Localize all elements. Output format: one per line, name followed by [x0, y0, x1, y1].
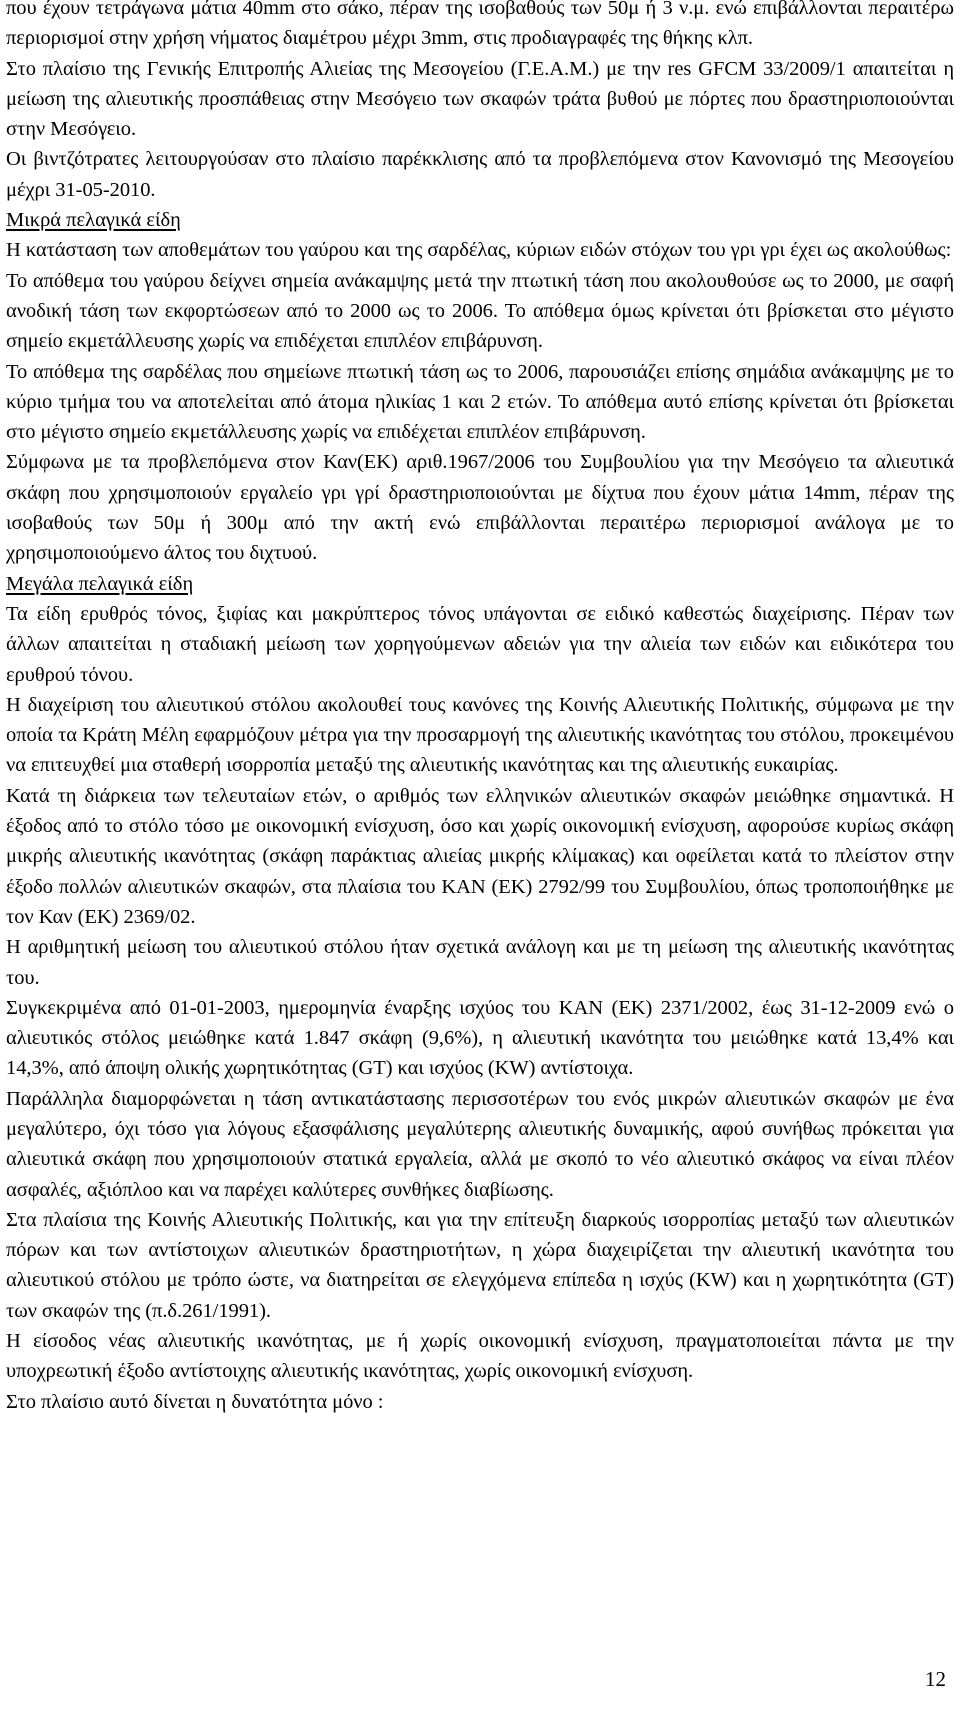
- page-number: 12: [925, 1667, 946, 1691]
- document-page: [6, 0, 954, 1417]
- paragraph-possibility: Στο πλαίσιο αυτό δίνεται η δυνατότητα μόνο :: [6, 1390, 384, 1413]
- paragraph-regulation-1967: Σύμφωνα με τα προβλεπόμενα στον Καν(ΕΚ) αριθ.1967/2006 του Συμβουλίου για την Μεσόγειο τα αλιευτικά σκάφη που χρησιμοποιούν εργαλείο γρι γρί δραστηριοποιούνται με δίχτυα που έχουν μάτια 14mm, πέραν της ισοβαθούς των 50μ ή 300μ από την ακτή ενώ επιβάλλονται περαιτέρω περιορισμοί ανάλογα με το χρησιμοποιούμενο άλτος του διχτυού.: [6, 451, 954, 565]
- paragraph-gfcm: Στο πλαίσιο της Γενικής Επιτροπής Αλιείας της Μεσογείου (Γ.Ε.Α.Μ.) με την res GFCM 33/2009/1 απαιτείται η μείωση της αλιευτικής προσπάθειας στην Μεσόγειο των σκαφών τράτα βυθού με πόρτες που δραστηριοποιούνται στην Μεσόγειο.: [6, 57, 954, 141]
- paragraph-mesh-size: που έχουν τετράγωνα μάτια 40mm στο σάκο, πέραν της ισοβαθούς των 50μ ή 3 ν.μ. ενώ επιβάλλονται περαιτέρω περιορισμοί στην χρήση νήματος διαμέτρου μέχρι 3mm, στις προδιαγραφές της θήκης κλπ.: [6, 0, 954, 50]
- heading-small-pelagic: Μικρά πελαγικά είδη: [6, 209, 181, 232]
- paragraph-capacity-reduction: Η αριθμητική μείωση του αλιευτικού στόλου ήταν σχετικά ανάλογη και με τη μείωση της αλιευτικής ικανότητας του.: [6, 936, 954, 989]
- paragraph-seine-derogation: Οι βιντζότρατες λειτουργούσαν στο πλαίσιο παρέκκλισης από τα προβλεπόμενα στον Κανονισμό της Μεσογείου μέχρι 31-05-2010.: [6, 148, 954, 201]
- paragraph-stock-status: Η κατάσταση των αποθεμάτων του γαύρου και της σαρδέλας, κύριων ειδών στόχων του γρι γρι έχει ως ακολούθως:: [6, 239, 952, 262]
- paragraph-fleet-reduction: Κατά τη διάρκεια των τελευταίων ετών, ο αριθμός των ελληνικών αλιευτικών σκαφών μειώθηκε σημαντικά. Η έξοδος από το στόλο τόσο με οικονομική ενίσχυση, όσο και χωρίς οικονομική ενίσχυση, αφορούσε κυρίως σκάφη μικρής αλιευτικής ικανότητας (σκάφη παράκτιας αλιείας μικρής κλίμακας) και οφείλεται κατά το πλείστον στην έξοδο πολλών αλιευτικών σκαφών, στα πλαίσια του ΚΑΝ (ΕΚ) 2792/99 του Συμβουλίου, όπως τροποποιήθηκε με τον Καν (ΕΚ) 2369/02.: [6, 784, 954, 928]
- paragraph-capacity-balance: Στα πλαίσια της Κοινής Αλιευτικής Πολιτικής, και για την επίτευξη διαρκούς ισορροπίας μεταξύ των αλιευτικών πόρων και των αντίστοιχων αλιευτικών δραστηριοτήτων, η χώρα διαχειρίζεται την αλιευτική ικανότητα του αλιευτικού στόλου με τρόπο ώστε, να διατηρείται σε ελεγχόμενα επίπεδα η ισχύς (KW) και η χωρητικότητα (GT) των σκαφών της (π.δ.261/1991).: [6, 1208, 954, 1322]
- heading-large-pelagic: Μεγάλα πελαγικά είδη: [6, 572, 194, 595]
- paragraph-sardine-stock: Το απόθεμα της σαρδέλας που σημείωνε πτωτική τάση ως το 2006, παρουσιάζει επίσης σημάδια ανάκαμψης με το κύριο τμήμα του να αποτελείται από άτομα ηλικίας 1 και 2 ετών. Το απόθεμα αυτό επίσης κρίνεται ότι βρίσκεται στο μέγιστο σημείο εκμετάλλευσης χωρίς να επιδέχεται επιπλέον επιβάρυνση.: [6, 360, 954, 444]
- paragraph-fleet-management: Η διαχείριση του αλιευτικού στόλου ακολουθεί τους κανόνες της Κοινής Αλιευτικής Πολιτικής, σύμφωνα με την οποία τα Κράτη Μέλη εφαρμόζουν μέτρα για την προσαρμογή της αλιευτικής ικανότητας του στόλου, προκειμένου να επιτευχθεί μια σταθερή ισορροπία μεταξύ της αλιευτικής ικανότητας και της αλιευτικής ευκαιρίας.: [6, 693, 954, 777]
- paragraph-new-capacity: Η είσοδος νέας αλιευτικής ικανότητας, με ή χωρίς οικονομική ενίσχυση, πραγματοποιείται πάντα με την υποχρεωτική έξοδο αντίστοιχης αλιευτικής ικανότητας, χωρίς οικονομική ενίσχυση.: [6, 1330, 954, 1383]
- paragraph-fleet-statistics: Συγκεκριμένα από 01-01-2003, ημερομηνία έναρξης ισχύος του ΚΑΝ (ΕΚ) 2371/2002, έως 31-12-2009 ενώ ο αλιευτικός στόλος μειώθηκε κατά 1.847 σκάφη (9,6%), η αλιευτική ικανότητα του μειώθηκε κατά 13,4% και 14,3%, από άποψη ολικής χωρητικότητας (GT) και ισχύος (KW) αντίστοιχα.: [6, 996, 954, 1080]
- paragraph-vessel-replacement: Παράλληλα διαμορφώνεται η τάση αντικατάστασης περισσοτέρων του ενός μικρών αλιευτικών σκαφών με ένα μεγαλύτερο, όχι τόσο για λόγους εξασφάλισης μεγαλύτερης αλιευτικής δυναμικής, αφού συνήθως πρόκειται για αλιευτικά σκάφη που χρησιμοποιούν στατικά εργαλεία, αλλά με σκοπό το νέο αλιευτικό σκάφος να είναι πλέον ασφαλές, αξιόπλοο και να παρέχει καλύτερες συνθήκες διαβίωσης.: [6, 1087, 954, 1201]
- paragraph-anchovy-stock: Το απόθεμα του γαύρου δείχνει σημεία ανάκαμψης μετά την πτωτική τάση που ακολουθούσε ως το 2000, με σαφή ανοδική τάση των εκφορτώσεων από το 2000 ως το 2006. Το απόθεμα όμως κρίνεται ότι βρίσκεται στο μέγιστο σημείο εκμετάλλευσης χωρίς να επιδέχεται επιπλέον επιβάρυνση.: [6, 269, 954, 353]
- paragraph-tuna-management: Τα είδη ερυθρός τόνος, ξιφίας και μακρύπτερος τόνος υπάγονται σε ειδικό καθεστώς διαχείρισης. Πέραν των άλλων απαιτείται η σταδιακή μείωση των χορηγούμενων αδειών για την αλιεία των ειδών και ειδικότερα του ερυθρού τόνου.: [6, 602, 954, 686]
